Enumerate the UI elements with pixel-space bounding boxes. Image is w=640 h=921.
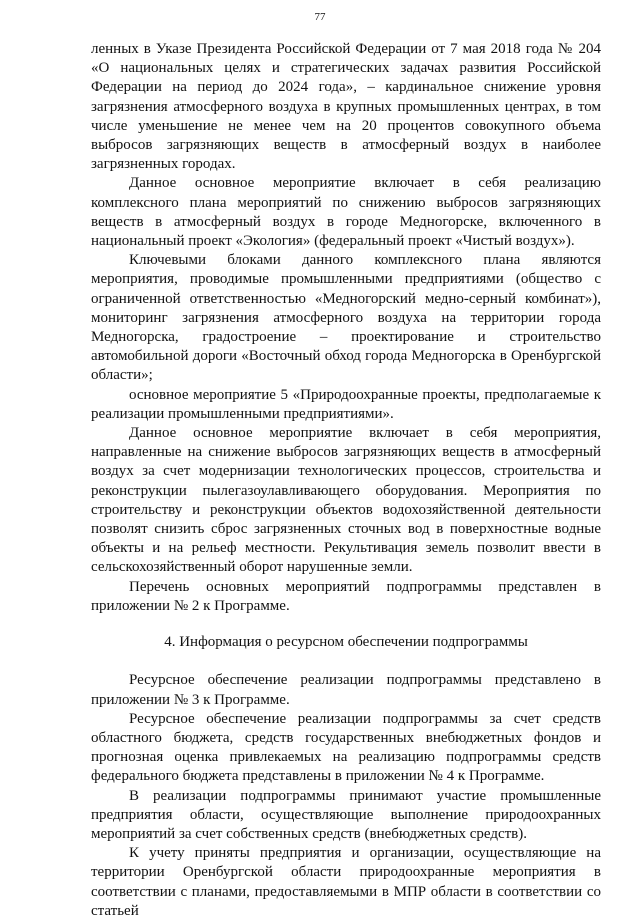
paragraph: Перечень основных мероприятий подпрограммы представлен в приложении № 2 к Программе. [91,578,601,614]
document-body [91,40,601,921]
paragraph: Ключевыми блоками данного комплексного плана являются мероприятия, проводимые промышленными предприятиями (общество с ограниченной ответственностью «Медногорский медно-серный комбинат»), мониторинг загрязнения атмосферного воздуха на территории города Медногорска, градостроение – проектирование и строительство автомобильной дороги «Восточный обход города Медногорска в Оренбургской области»; [91,252,601,384]
paragraph: основное мероприятие 5 «Природоохранные проекты, предполагаемые к реализации промышленными предприятиями». [91,386,601,422]
paragraph: Ресурсное обеспечение реализации подпрограммы представлено в приложении № 3 к Программе. [91,672,601,708]
paragraph: ленных в Указе Президента Российской Федерации от 7 мая 2018 года № 204 «О национальных целях и стратегических задачах развития Российской Федерации на период до 2024 года», – кардинальное снижение уровня загрязнения атмосферного воздуха в крупных промышленных центрах, в том числе уменьшение не менее чем на 20 процентов совокупного объема выбросов загрязняющих веществ в атмосферный воздух в наиболее загрязненных городах. [91,41,601,173]
paragraph: Данное основное мероприятие включает в себя реализацию комплексного плана мероприятий по снижению выбросов загрязняющих веществ в атмосферный воздух в городе Медногорске, включенного в национальный проект «Экология» (федеральный проект «Чистый воздух»). [91,175,601,250]
page-number: 77 [314,11,326,23]
paragraph: К учету приняты предприятия и организации, осуществляющие на территории Оренбургской области природоохранные мероприятия в соответствии с планами, предоставляемыми в МПР области в соответствии со статьей [91,845,601,919]
paragraph: Данное основное мероприятие включает в себя мероприятия, направленные на снижение выбросов загрязняющих веществ в атмосферный воздух за счет модернизации технологических процессов, строительства и реконструкции пылегазоулавливающего оборудования. Мероприятия по строительству и реконструкции объектов водохозяйственной деятельности позволят снизить сброс загрязненных сточных вод в поверхностные водные объекты и на рельеф местности. Рекультивация земель позволит ввести в сельскохозяйственный оборот нарушенные земли. [91,425,601,576]
paragraph: В реализации подпрограммы принимают участие промышленные предприятия области, осуществляющие выполнение природоохранных мероприятий за счет собственных средств (внебюджетных средств). [91,787,601,842]
paragraph: Ресурсное обеспечение реализации подпрограммы за счет средств областного бюджета, средств государственных внебюджетных фондов и прогнозная оценка привлекаемых на реализацию подпрограммы средств федерального бюджета представлены в приложении № 4 к Программе. [91,710,601,785]
section-heading: 4. Информация о ресурсном обеспечении подпрограммы [164,634,528,651]
